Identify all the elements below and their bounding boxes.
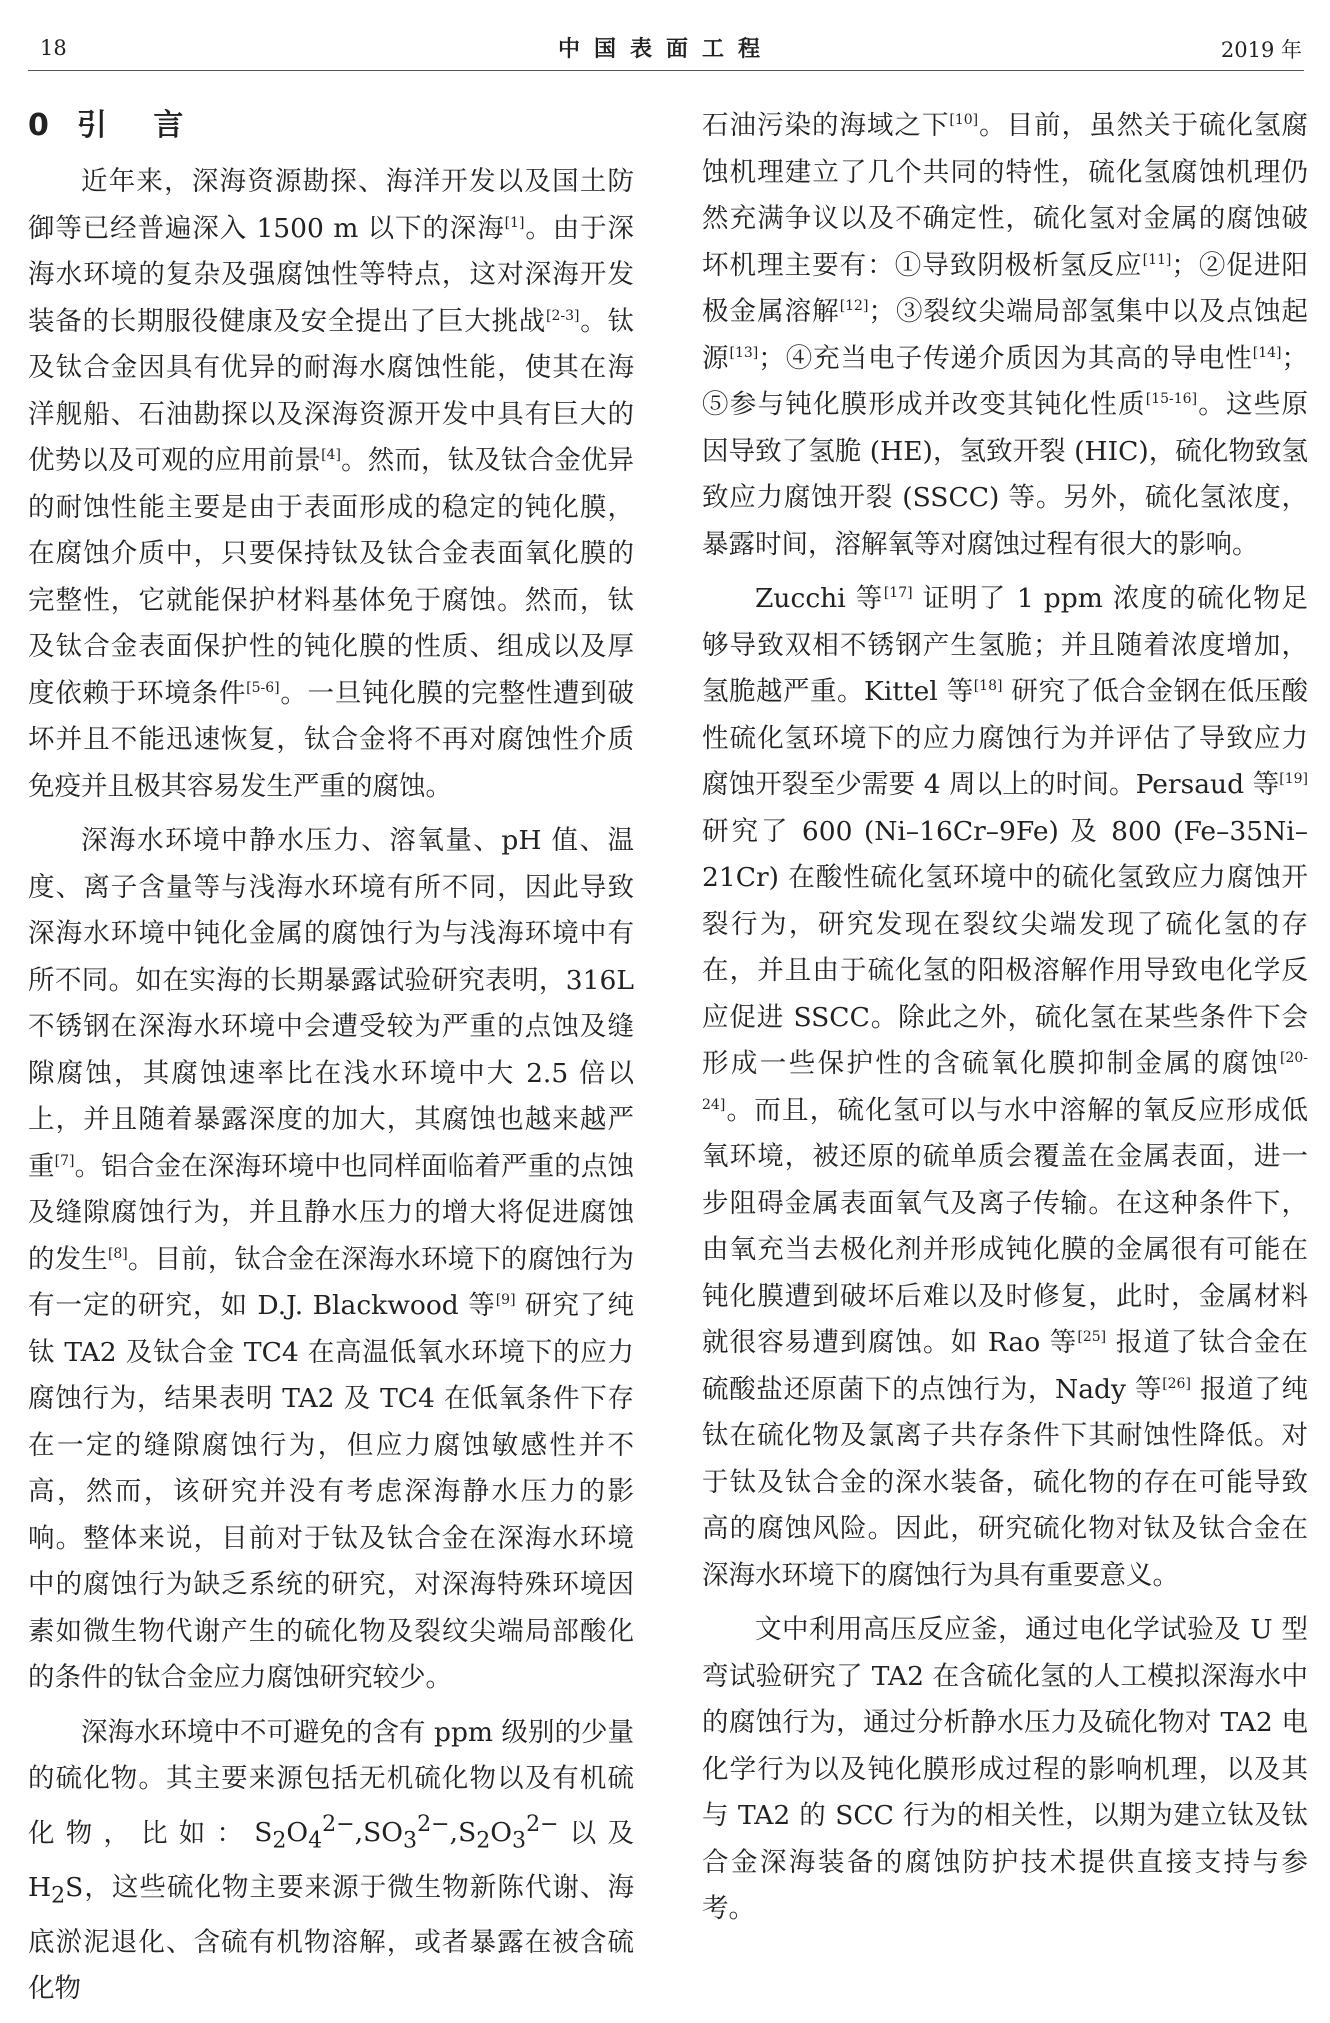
citation: [9]	[495, 1292, 516, 1309]
text-run: 研究了低合金钢在低压酸性硫化氢环境下的应力腐蚀行为并评估了导致应力腐蚀开裂至少需要 4 周以上的时间。Persaud 等	[702, 676, 1308, 800]
formula-subscript: 4	[308, 1828, 323, 1854]
formula-separator: ,	[354, 1817, 364, 1849]
section-title-text: 引 言	[76, 108, 202, 143]
formula-part: S	[254, 1817, 273, 1849]
citation: [26]	[1162, 1375, 1191, 1392]
text-run: 文中利用高压反应釜，通过电化学试验及 U 型弯试验研究了 TA2 在含硫化氢的人工模拟深海水中的腐蚀行为，通过分析静水压力及硫化物对 TA2 电化学行为以及钝化膜形成过程的影响机理，以及其与 TA2 的 SCC 行为的相关性，以期为建立钛及钛合金深海装备的腐蚀防护技术提供直接支持与参考。	[702, 1614, 1308, 1924]
text-run: 。钛及钛合金因具有优异的耐海水腐蚀性能，使其在海洋舰船、石油勘探以及深海资源开发中具有巨大的优势以及可观的应用前景	[28, 305, 635, 476]
formula-charge: 2−	[322, 1812, 355, 1838]
text-run: 。由于深海水环境的复杂及强腐蚀性等特点，这对深海开发装备的长期服役健康及安全提出了巨大挑战	[28, 212, 634, 337]
text-run: 深海水环境中静水压力、溶氧量、pH 值、温度、离子含量等与浅海水环境有所不同，因此导致深海水环境中钝化金属的腐蚀行为与浅海环境中有所不同。如在实海的长期暴露试验研究表明，316L 不锈钢在深海水环境中会遭受较为严重的点蚀及缝隙腐蚀，其腐蚀速率比在浅水环境中大 2.5 倍以上，并且随着暴露深度的加大，其腐蚀也越来越严重	[28, 825, 634, 1182]
page-number: 18	[40, 36, 67, 60]
formula-charge: 2−	[417, 1812, 450, 1838]
citation: [5-6]	[246, 679, 280, 696]
citation: [8]	[107, 1245, 128, 1262]
formula-subscript: 3	[512, 1828, 527, 1854]
formula-subscript: 3	[403, 1828, 418, 1854]
formula-part: S	[458, 1817, 477, 1849]
formula-part: SO	[363, 1817, 404, 1849]
citation: [11]	[1142, 251, 1172, 268]
publication-year: 2019 年	[1220, 38, 1302, 62]
paragraph	[28, 1710, 634, 2013]
journal-title: 中国表面工程	[557, 36, 774, 62]
citation: [18]	[973, 678, 1003, 695]
paragraph	[28, 159, 634, 810]
text-run: 。这些原因导致了氢脆 (HE)，氢致开裂 (HIC)，硫化物致氢致应力腐蚀开裂 (SSCC) 等。另外，硫化氢浓度，暴露时间，溶解氧等对腐蚀过程有很大的影响。	[702, 389, 1309, 560]
paragraph	[702, 576, 1308, 1599]
text-run: ；⑤参与钝化膜形成并改变其钝化性质	[702, 342, 1309, 420]
text-run: 。目前，虽然关于硫化氢腐蚀机理建立了几个共同的特性，硫化氢腐蚀机理仍然充满争议以及不确定性，硫化氢对金属的腐蚀破坏机理主要有：①导致阴极析氢反应	[702, 110, 1309, 281]
text-run: 研究了 600 (Ni–16Cr–9Fe) 及 800 (Fe–35Ni–21Cr) 在酸性硫化氢环境中的硫化氢致应力腐蚀开裂行为，研究发现在裂纹尖端发现了硫化氢的存在，并且由于硫化氢的阳极溶解作用导致电化学反应促进 SSCC。除此之外，硫化氢在某些条件下会形成一些保护性的含硫氧化膜抑制金属的腐蚀	[702, 815, 1308, 1079]
text-run: S，这些硫化物主要来源于微生物新陈代谢、海底淤泥退化、含硫有机物溶解，或者暴露在被含硫化物	[28, 1872, 634, 2005]
citation: [19]	[1279, 771, 1308, 788]
text-run: 。铝合金在深海环境中也同样面临着严重的点蚀及缝隙腐蚀行为，并且静水压力的增大将促进腐蚀的发生	[28, 1150, 635, 1275]
text-run: ；④充当电子传递介质因为其高的导电性	[758, 342, 1253, 374]
text-run: 证明了 1 ppm 浓度的硫化物足够导致双相不锈钢产生氢脆；并且随着浓度增加，氢脆越严重。Kittel 等	[702, 583, 1308, 707]
formula-charge: 2−	[526, 1812, 559, 1838]
citation: [7]	[54, 1152, 75, 1169]
text-run: 深海水环境中不可避免的含有 ppm 级别的少量的硫化物。其主要来源包括无机硫化物以及有机硫化物，比如：	[28, 1716, 634, 1849]
formula-subscript: 2	[272, 1828, 287, 1854]
citation: [20-24]	[702, 1050, 1308, 1113]
citation: [17]	[883, 585, 913, 602]
text-run: ；③裂纹尖端局部氢集中以及点蚀起源	[702, 296, 1308, 374]
text-run: 以及 H	[28, 1817, 635, 1904]
page-header	[28, 28, 1304, 71]
formula-separator: ,	[449, 1817, 459, 1849]
formula-part: O	[286, 1817, 309, 1849]
text-run: Zucchi 等	[755, 583, 884, 614]
formula-subscript: 2	[51, 1883, 66, 1909]
citation: [25]	[1077, 1329, 1107, 1346]
section-heading	[28, 103, 634, 149]
text-run: 。目前，钛合金在深海水环境下的腐蚀行为有一定的研究，如 D.J. Blackwood 等	[28, 1243, 635, 1321]
paragraph	[702, 103, 1308, 568]
left-column	[28, 103, 634, 2021]
formula-part: O	[490, 1817, 513, 1849]
right-column	[702, 103, 1308, 1941]
citation: [1]	[504, 214, 525, 231]
citation: [13]	[729, 344, 759, 361]
paragraph	[702, 1607, 1308, 1933]
citation: [15-16]	[1145, 391, 1198, 408]
text-run: ；②促进阳极金属溶解	[702, 249, 1309, 327]
citation: [2-3]	[546, 307, 580, 324]
text-run: 研究了纯钛 TA2 及钛合金 TC4 在高温低氧水环境下的应力腐蚀行为，结果表明 TA2 及 TC4 在低氧条件下存在一定的缝隙腐蚀行为，但应力腐蚀敏感性并不高，然而，该研究并没有考虑深海静水压力的影响。整体来说，目前对于钛及钛合金在深海水环境中的腐蚀行为缺乏系统的研究，对深海特殊环境因素如微生物代谢产生的硫化物及裂纹尖端局部酸化的条件的钛合金应力腐蚀研究较少。	[28, 1290, 634, 1693]
text-run: 。然而，钛及钛合金优异的耐蚀性能主要是由于表面形成的稳定的钝化膜，在腐蚀介质中，只要保持钛及钛合金表面氧化膜的完整性，它就能保护材料基体免于腐蚀。然而，钛及钛合金表面保护性的钝化膜的性质、组成以及厚度依赖于环境条件	[28, 445, 634, 709]
citation: [14]	[1252, 344, 1282, 361]
section-number: 0	[28, 108, 77, 143]
formula-subscript: 2	[476, 1828, 491, 1854]
text-run: 。而且，硫化氢可以与水中溶解的氧反应形成低氧环境，被还原的硫单质会覆盖在金属表面，进一步阻碍金属表面氧气及离子传输。在这种条件下，由氧充当去极化剂并形成钝化膜的金属很有可能在钝化膜遭到破坏后难以及时修复，此时，金属材料就很容易遭到腐蚀。如 Rao 等	[702, 1094, 1308, 1358]
text-run: 报道了钛合金在硫酸盐还原菌下的点蚀行为，Nady 等	[702, 1327, 1308, 1405]
citation: [4]	[321, 447, 341, 464]
text-run: 报道了纯钛在硫化物及氯离子共存条件下其耐蚀性降低。对于钛及钛合金的深水装备，硫化物的存在可能导致高的腐蚀风险。因此，研究硫化物对钛及钛合金在深海水环境下的腐蚀行为具有重要意义。	[702, 1373, 1308, 1591]
text-run: 近年来，深海资源勘探、海洋开发以及国土防御等已经普遍深入 1500 m 以下的深海	[28, 166, 634, 244]
citation: [10]	[949, 112, 979, 129]
citation: [12]	[839, 298, 869, 315]
chemical-formula	[254, 1812, 559, 1854]
paragraph	[28, 818, 634, 1702]
text-run: 。一旦钝化膜的完整性遭到破坏并且不能迅速恢复，钛合金将不再对腐蚀性介质免疫并且极其容易发生严重的腐蚀。	[28, 677, 635, 802]
text-run: 石油污染的海域之下	[702, 110, 950, 141]
